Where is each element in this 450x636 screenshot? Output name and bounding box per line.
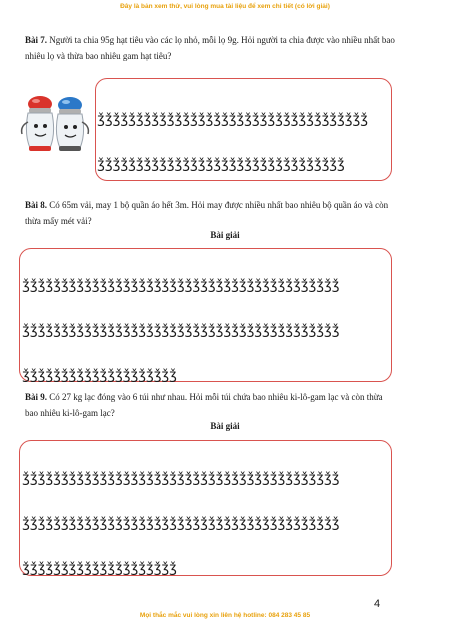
answer-line: ǯǯǯǯǯǯǯǯǯǯǯǯǯǯǯǯǯǯǯǯǯǯǯǯǯǯǯǯǯǯǯǯǯǯǯǯǯǯǯǯǯ	[22, 516, 340, 531]
exercise-9	[25, 389, 397, 421]
answer-lines-9	[22, 441, 339, 591]
answer-line: ǯǯǯǯǯǯǯǯǯǯǯǯǯǯǯǯǯǯǯǯǯǯǯǯǯǯǯǯǯǯǯǯ	[97, 157, 345, 172]
exercise-9-label: Bài 9.	[25, 392, 48, 402]
solution-heading-9: Bài giải	[210, 421, 240, 431]
salt-pepper-shakers-illustration	[18, 92, 92, 156]
answer-line: ǯǯǯǯǯǯǯǯǯǯǯǯǯǯǯǯǯǯǯǯǯǯǯǯǯǯǯǯǯǯǯǯǯǯǯ	[97, 112, 368, 127]
answer-line: ǯǯǯǯǯǯǯǯǯǯǯǯǯǯǯǯǯǯǯǯǯǯǯǯǯǯǯǯǯǯǯǯǯǯǯǯǯǯǯǯǯ	[22, 323, 340, 338]
answer-lines-8	[22, 248, 339, 398]
exercise-8-label: Bài 8.	[25, 200, 48, 210]
exercise-7	[25, 32, 397, 64]
answer-line: ǯǯǯǯǯǯǯǯǯǯǯǯǯǯǯǯǯǯǯǯǯǯǯǯǯǯǯǯǯǯǯǯǯǯǯǯǯǯǯǯǯ	[22, 471, 340, 486]
answer-line: ǯǯǯǯǯǯǯǯǯǯǯǯǯǯǯǯǯǯǯǯ	[22, 561, 177, 576]
answer-lines-7	[97, 82, 368, 187]
exercise-9-text: Có 27 kg lạc đóng vào 6 túi như nhau. Hỏi mỗi túi chứa bao nhiêu ki-lô-gam lạc và còn thừa bao nhiêu ki-lô-gam lạc?	[25, 392, 383, 418]
preview-banner: Đây là bản xem thử, vui lòng mua tài liệu để xem chi tiết (có lời giải)	[120, 3, 330, 10]
exercise-8-text: Có 65m vải, may 1 bộ quần áo hết 3m. Hỏi may được nhiều nhất bao nhiêu bộ quần áo và còn thừa mấy mét vải?	[25, 200, 389, 226]
answer-line: ǯǯǯǯǯǯǯǯǯǯǯǯǯǯǯǯǯǯǯǯ	[22, 368, 177, 383]
hotline-banner: Mọi thắc mắc vui lòng xin liên hệ hotline: 084 283 45 85	[139, 612, 311, 619]
exercise-8	[25, 197, 397, 229]
exercise-7-label: Bài 7.	[25, 35, 48, 45]
page-number: 4	[374, 598, 381, 610]
exercise-7-text: Người ta chia 95g hạt tiêu vào các lọ nhỏ, mỗi lọ 9g. Hỏi người ta chia được vào nhiều nhất bao nhiêu lọ và thừa bao nhiêu gam hạt tiêu?	[25, 35, 395, 61]
solution-heading-8: Bài giải	[210, 230, 240, 240]
answer-line: ǯǯǯǯǯǯǯǯǯǯǯǯǯǯǯǯǯǯǯǯǯǯǯǯǯǯǯǯǯǯǯǯǯǯǯǯǯǯǯǯǯ	[22, 278, 340, 293]
